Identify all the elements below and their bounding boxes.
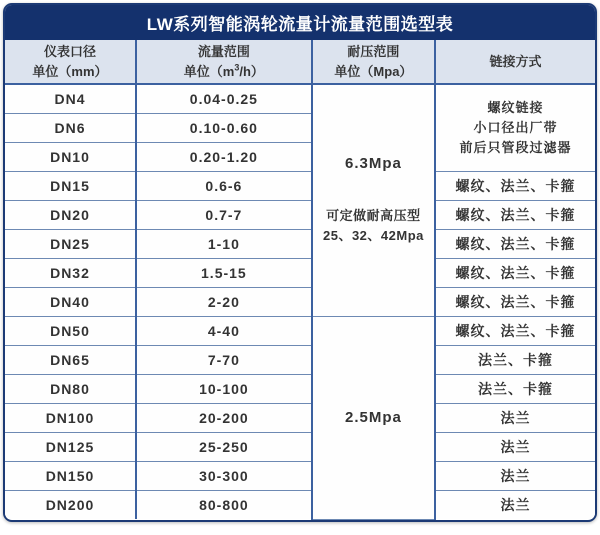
- dn-cell: DN6: [5, 113, 136, 142]
- header-diameter: [5, 40, 136, 84]
- dn-cell: DN150: [5, 461, 136, 490]
- table-row: [5, 287, 595, 316]
- pressure-value: 2.5Mpa: [345, 409, 402, 426]
- table-row: [5, 345, 595, 374]
- header-connection: 链接方式: [435, 40, 595, 84]
- pressure-cell-high: [312, 84, 435, 316]
- flow-cell: 7-70: [136, 345, 312, 374]
- header-flow-range: [136, 40, 312, 84]
- dn-cell: DN50: [5, 316, 136, 345]
- connection-cell: 螺纹、法兰、卡箍: [435, 287, 595, 316]
- table-row: [5, 258, 595, 287]
- connection-cell: 法兰、卡箍: [435, 345, 595, 374]
- table-row: [5, 84, 595, 113]
- dn-cell: DN10: [5, 142, 136, 171]
- flow-cell: 0.6-6: [136, 171, 312, 200]
- flow-cell: 10-100: [136, 374, 312, 403]
- header-diameter-line2: 单位（mm）: [32, 63, 108, 79]
- connection-cell: 螺纹、法兰、卡箍: [435, 229, 595, 258]
- dn-cell: DN4: [5, 84, 136, 113]
- flow-cell: 20-200: [136, 403, 312, 432]
- cubic-superscript: 3: [234, 62, 240, 73]
- flow-range-selection-table: [5, 40, 595, 520]
- connection-cell: 螺纹、法兰、卡箍: [435, 171, 595, 200]
- dn-cell: DN125: [5, 432, 136, 461]
- connection-cell: 法兰: [435, 490, 595, 519]
- dn-cell: DN15: [5, 171, 136, 200]
- connection-cell: 螺纹、法兰、卡箍: [435, 200, 595, 229]
- header-diameter-line1: 仪表口径: [43, 44, 96, 59]
- flow-cell: 30-300: [136, 461, 312, 490]
- header-row: [5, 40, 595, 84]
- flow-cell: 0.10-0.60: [136, 113, 312, 142]
- table-row: [5, 316, 595, 345]
- dn-cell: DN20: [5, 200, 136, 229]
- dn-cell: DN40: [5, 287, 136, 316]
- header-pressure: [312, 40, 435, 84]
- connection-cell: 螺纹、法兰、卡箍: [435, 316, 595, 345]
- header-pressure-line1: 耐压范围: [347, 44, 400, 59]
- flow-cell: 1.5-15: [136, 258, 312, 287]
- dn-cell: DN200: [5, 490, 136, 519]
- connection-cell: 法兰、卡箍: [435, 374, 595, 403]
- dn-cell: DN65: [5, 345, 136, 374]
- dn-cell: DN100: [5, 403, 136, 432]
- flow-cell: 25-250: [136, 432, 312, 461]
- dn-cell: DN32: [5, 258, 136, 287]
- connection-cell: 法兰: [435, 432, 595, 461]
- table-row: [5, 200, 595, 229]
- flow-cell: 4-40: [136, 316, 312, 345]
- table-row: [5, 374, 595, 403]
- pressure-value: 6.3Mpa: [345, 154, 402, 172]
- dn-cell: DN80: [5, 374, 136, 403]
- pressure-note: 可定做耐高压型 25、32、42Mpa: [322, 207, 424, 243]
- table-title: LW系列智能涡轮流量计流量范围选型表: [5, 5, 595, 40]
- selection-table-card: [3, 3, 597, 522]
- header-flow-line2: 单位$(m^3/h)$: [183, 62, 264, 79]
- table-row: [5, 171, 595, 200]
- dn-cell: DN25: [5, 229, 136, 258]
- table-row: [5, 403, 595, 432]
- flow-cell: 1-10: [136, 229, 312, 258]
- header-pressure-line2: 单位（Mpa）: [334, 63, 413, 79]
- flow-cell: 2-20: [136, 287, 312, 316]
- flow-cell: 80-800: [136, 490, 312, 519]
- connection-cell: 螺纹、法兰、卡箍: [435, 258, 595, 287]
- table-row: [5, 432, 595, 461]
- table-row: [5, 229, 595, 258]
- flow-cell: 0.04-0.25: [136, 84, 312, 113]
- flow-cell: 0.20-1.20: [136, 142, 312, 171]
- table-row: [5, 461, 595, 490]
- header-flow-line1: 流量范围: [197, 44, 250, 59]
- pressure-cell-low: [312, 316, 435, 519]
- connection-cell: 法兰: [435, 461, 595, 490]
- connection-cell-small-bore: 螺纹链接 小口径出厂带 前后只管段过滤器: [435, 84, 595, 171]
- table-row: [5, 490, 595, 519]
- flow-cell: 0.7-7: [136, 200, 312, 229]
- connection-cell: 法兰: [435, 403, 595, 432]
